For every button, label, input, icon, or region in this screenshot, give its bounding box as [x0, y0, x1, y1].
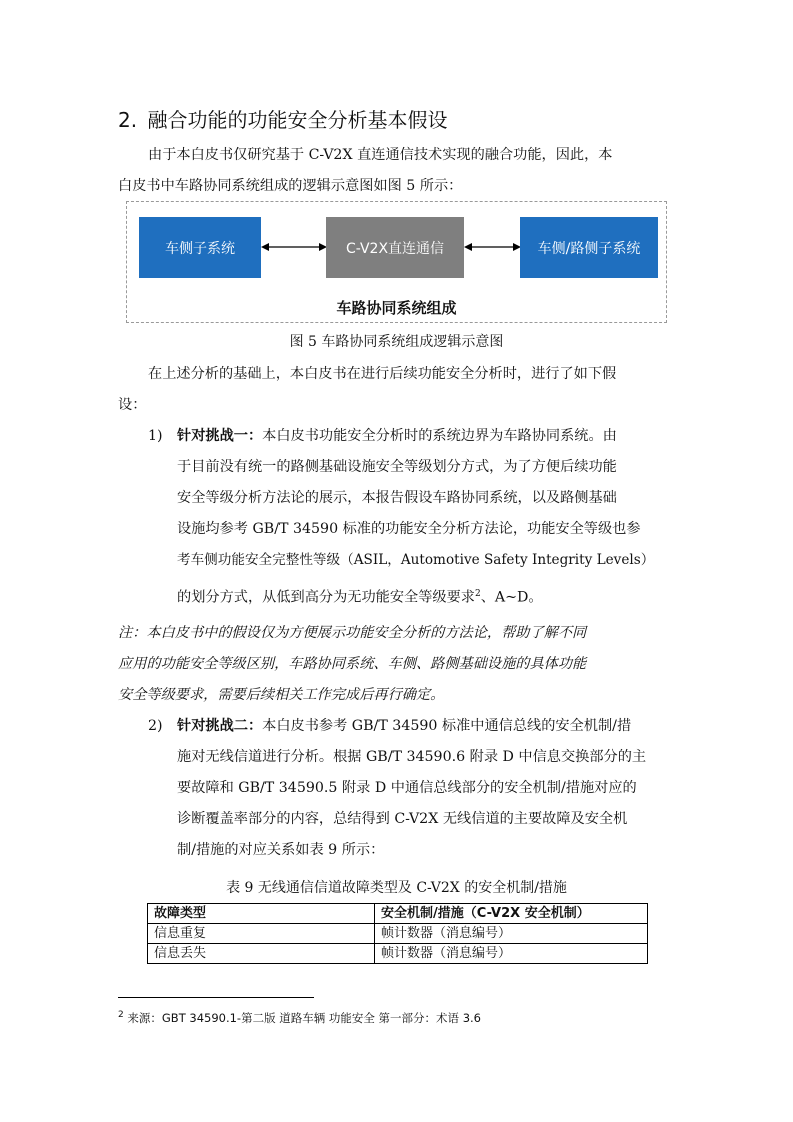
- table-row: [148, 924, 648, 944]
- item2-line-1-text: 本白皮书参考 GB/T 34590 标准中通信总线的安全机制/措: [262, 718, 632, 734]
- table-cell: 帧计数器（消息编号）: [375, 944, 648, 964]
- vehicle-subsystem-box: 车侧子系统: [139, 217, 261, 278]
- table-header-row: [148, 904, 648, 924]
- footnote-text: 来源：GBT 34590.1-第二版 道路车辆 功能安全 第一部分：术语 3.6: [127, 1011, 481, 1025]
- item2-line-4: 诊断覆盖率部分的内容，总结得到 C-V2X 无线信道的主要故障及安全机: [177, 811, 628, 827]
- footnote-marker: 2: [118, 1010, 124, 1021]
- item1-line-1-text: 本白皮书功能安全分析时的系统边界为车路协同系统。由: [262, 428, 617, 444]
- diagram-group-label: 车路协同系统组成: [336, 299, 457, 317]
- system-diagram: [126, 201, 667, 323]
- item1-line-1: [177, 421, 617, 452]
- item1-line-6-end: 、A~D。: [480, 589, 543, 606]
- item2-line-1: [177, 711, 631, 742]
- figure-caption: 图 5 车路协同系统组成逻辑示意图: [289, 334, 504, 350]
- section-title: 融合功能的功能安全分析基本假设: [147, 108, 448, 132]
- list-marker-2: 2): [148, 718, 163, 734]
- item1-line-3: 安全等级分析方法论的展示，本报告假设车路协同系统，以及路侧基础: [177, 490, 617, 506]
- assume-intro-line-1: 在上述分析的基础上，本白皮书在进行后续功能安全分析时，进行了如下假: [148, 366, 617, 382]
- footnote-ref-2[interactable]: 2: [474, 589, 481, 599]
- note-line-3: 安全等级要求，需要后续相关工作完成后再行确定。: [118, 687, 445, 703]
- section-heading: [118, 104, 447, 133]
- item2-line-5: 制/措施的对应关系如表 9 所示：: [177, 842, 385, 858]
- table-cell: 信息重复: [148, 924, 375, 944]
- table-cell: 信息丢失: [148, 944, 375, 964]
- table-header-fault-type: 故障类型: [148, 904, 375, 924]
- table-cell: 帧计数器（消息编号）: [375, 924, 648, 944]
- item1-line-4: 设施均参考 GB/T 34590 标准的功能安全分析方法论，功能安全等级也参: [177, 521, 641, 537]
- section-number: 2.: [118, 108, 138, 132]
- item2-line-2: 施对无线信道进行分析。根据 GB/T 34590.6 附录 D 中信息交换部分的主: [177, 749, 647, 765]
- note-line-2: 应用的功能安全等级区别，车路协同系统、车侧、路侧基础设施的具体功能: [118, 656, 587, 672]
- challenge-two-label: 针对挑战二：: [177, 718, 263, 734]
- assume-intro-line-2: 设：: [118, 397, 147, 413]
- table-row: [148, 944, 648, 964]
- item2-line-3: 要故障和 GB/T 34590.5 附录 D 中通信总线部分的安全机制/措施对应的: [177, 780, 637, 796]
- footnote: [118, 1010, 481, 1026]
- fault-mechanism-table: [147, 903, 648, 964]
- cv2x-direct-comm-box: C-V2X直连通信: [326, 217, 464, 278]
- intro-line-2: 白皮书中车路协同系统组成的逻辑示意图如图 5 所示：: [118, 178, 463, 194]
- item1-line-2: 于目前没有统一的路侧基础设施安全等级划分方式，为了方便后续功能: [177, 459, 617, 475]
- challenge-one-label: 针对挑战一：: [177, 428, 263, 444]
- bidirectional-arrow-left: [261, 240, 327, 254]
- item1-line-6: [177, 579, 543, 614]
- intro-line-1: 由于本白皮书仅研究基于 C-V2X 直连通信技术实现的融合功能，因此，本: [148, 147, 613, 163]
- bidirectional-arrow-right: [464, 240, 521, 254]
- note-line-1: 注：本白皮书中的假设仅为方便展示功能安全分析的方法论，帮助了解不同: [118, 625, 587, 641]
- vehicle-roadside-subsystem-box: 车侧/路侧子系统: [520, 217, 658, 278]
- table-caption: 表 9 无线通信信道故障类型及 C-V2X 的安全机制/措施: [226, 880, 567, 896]
- list-marker-1: 1): [148, 428, 163, 444]
- footnote-separator: [118, 997, 314, 998]
- item1-line-6-text: 的划分方式，从低到高分为无功能安全等级要求: [177, 589, 475, 606]
- table-header-safety-mechanism: 安全机制/措施（C-V2X 安全机制）: [375, 904, 648, 924]
- item1-line-5: 考车侧功能安全完整性等级（ASIL，Automotive Safety Integrity Levels）: [177, 552, 655, 568]
